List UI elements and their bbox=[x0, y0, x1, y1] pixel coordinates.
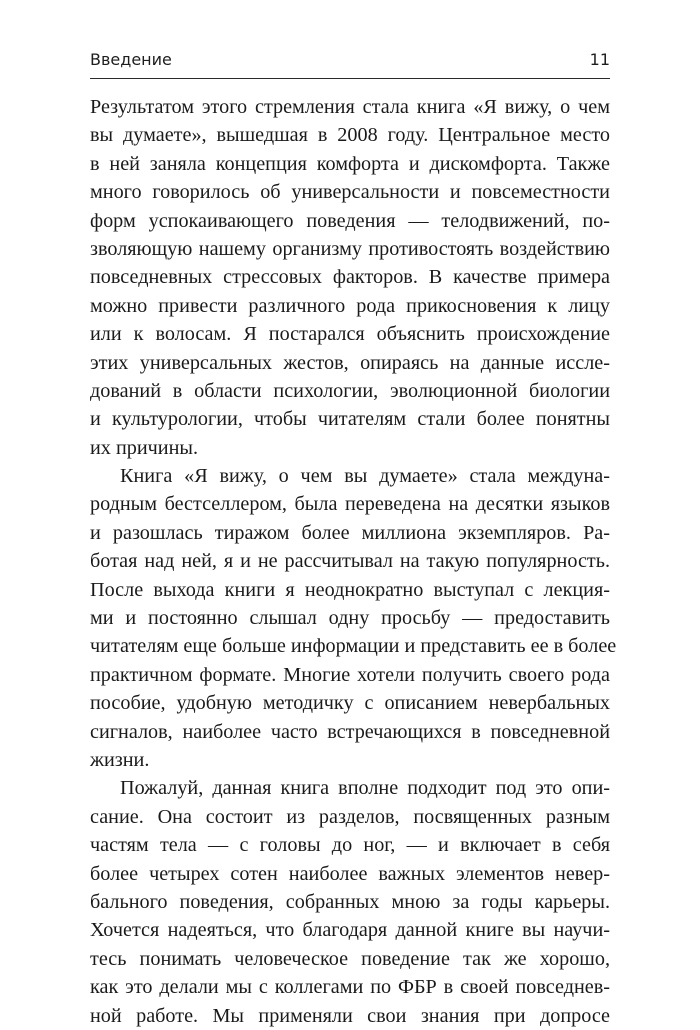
text-line: более четырех сотен наиболее важных элементов невер- bbox=[90, 862, 610, 885]
header-rule bbox=[90, 78, 610, 79]
text-line: сание. Она состоит из разделов, посвященных разным bbox=[90, 805, 610, 828]
text-line: или к волосам. Я постарался объяснить происхождение bbox=[90, 323, 610, 346]
text-line: в ней заняла концепция комфорта и дискомфорта. Также bbox=[90, 152, 610, 175]
body-text bbox=[90, 93, 617, 1030]
text-line: этих универсальных жестов, опираясь на данные иссле- bbox=[90, 351, 610, 374]
text-line: их причины. bbox=[90, 436, 199, 459]
text-line: и культурологии, чтобы читателям стали более понятны bbox=[90, 408, 610, 431]
text-line: как это делали мы с коллегами по ФБР в своей повседнев- bbox=[90, 976, 610, 999]
text-line: тесь понимать человеческое поведение так же хорошо, bbox=[90, 947, 610, 970]
text-line: повседневных стрессовых факторов. В качестве примера bbox=[90, 266, 610, 289]
text-line: ми и постоянно слышал одну просьбу — предоставить bbox=[90, 607, 610, 630]
paragraph bbox=[90, 462, 617, 774]
text-line: зволяющую нашему организму противостоять воздействию bbox=[90, 237, 610, 260]
text-line: много говорилось об универсальности и повсеместности bbox=[90, 181, 610, 204]
text-line: Хочется надеяться, что благодаря данной книге вы научи- bbox=[90, 919, 610, 942]
text-line: частям тела — с головы до ног, — и включает в себя bbox=[90, 834, 610, 857]
text-line: Книга «Я вижу, о чем вы думаете» стала междуна- bbox=[120, 465, 610, 488]
text-line: После выхода книги я неоднократно выступал с лекция- bbox=[90, 578, 610, 601]
text-line: и разошлась тиражом более миллиона экземпляров. Ра- bbox=[90, 521, 610, 544]
text-line: родным бестселлером, была переведена на десятки языков bbox=[90, 493, 610, 516]
text-line: жизни. bbox=[90, 748, 150, 771]
text-line: вы думаете», вышедшая в 2008 году. Центральное место bbox=[90, 124, 610, 147]
page-number: 11 bbox=[589, 50, 610, 69]
text-line: дований в области психологии, эволюционной биологии bbox=[90, 379, 610, 402]
running-header bbox=[90, 50, 610, 69]
text-line: сигналов, наиболее часто встречающихся в повседневной bbox=[90, 720, 610, 743]
text-line: форм успокаивающего поведения — телодвижений, по- bbox=[90, 209, 610, 232]
text-line: бального поведения, собранных мною за годы карьеры. bbox=[90, 890, 610, 913]
text-line: читателям еще больше информации и представить ее в более bbox=[90, 635, 617, 658]
paragraph bbox=[90, 774, 610, 1030]
text-line: ботая над ней, я и не рассчитывал на такую популярность. bbox=[90, 550, 610, 573]
text-line: Результатом этого стремления стала книга «Я вижу, о чем bbox=[90, 96, 610, 118]
text-line: ной работе. Мы применяли свои знания при допросе bbox=[90, 1004, 610, 1027]
text-line: пособие, удобную методичку с описанием невербальных bbox=[90, 692, 610, 715]
paragraph bbox=[90, 93, 610, 462]
text-line: можно привести различного рода прикосновения к лицу bbox=[90, 294, 610, 317]
text-line: практичном формате. Многие хотели получить своего рода bbox=[90, 663, 610, 686]
text-line: Пожалуй, данная книга вполне подходит под это опи- bbox=[120, 777, 610, 800]
chapter-title: Введение bbox=[90, 50, 172, 69]
